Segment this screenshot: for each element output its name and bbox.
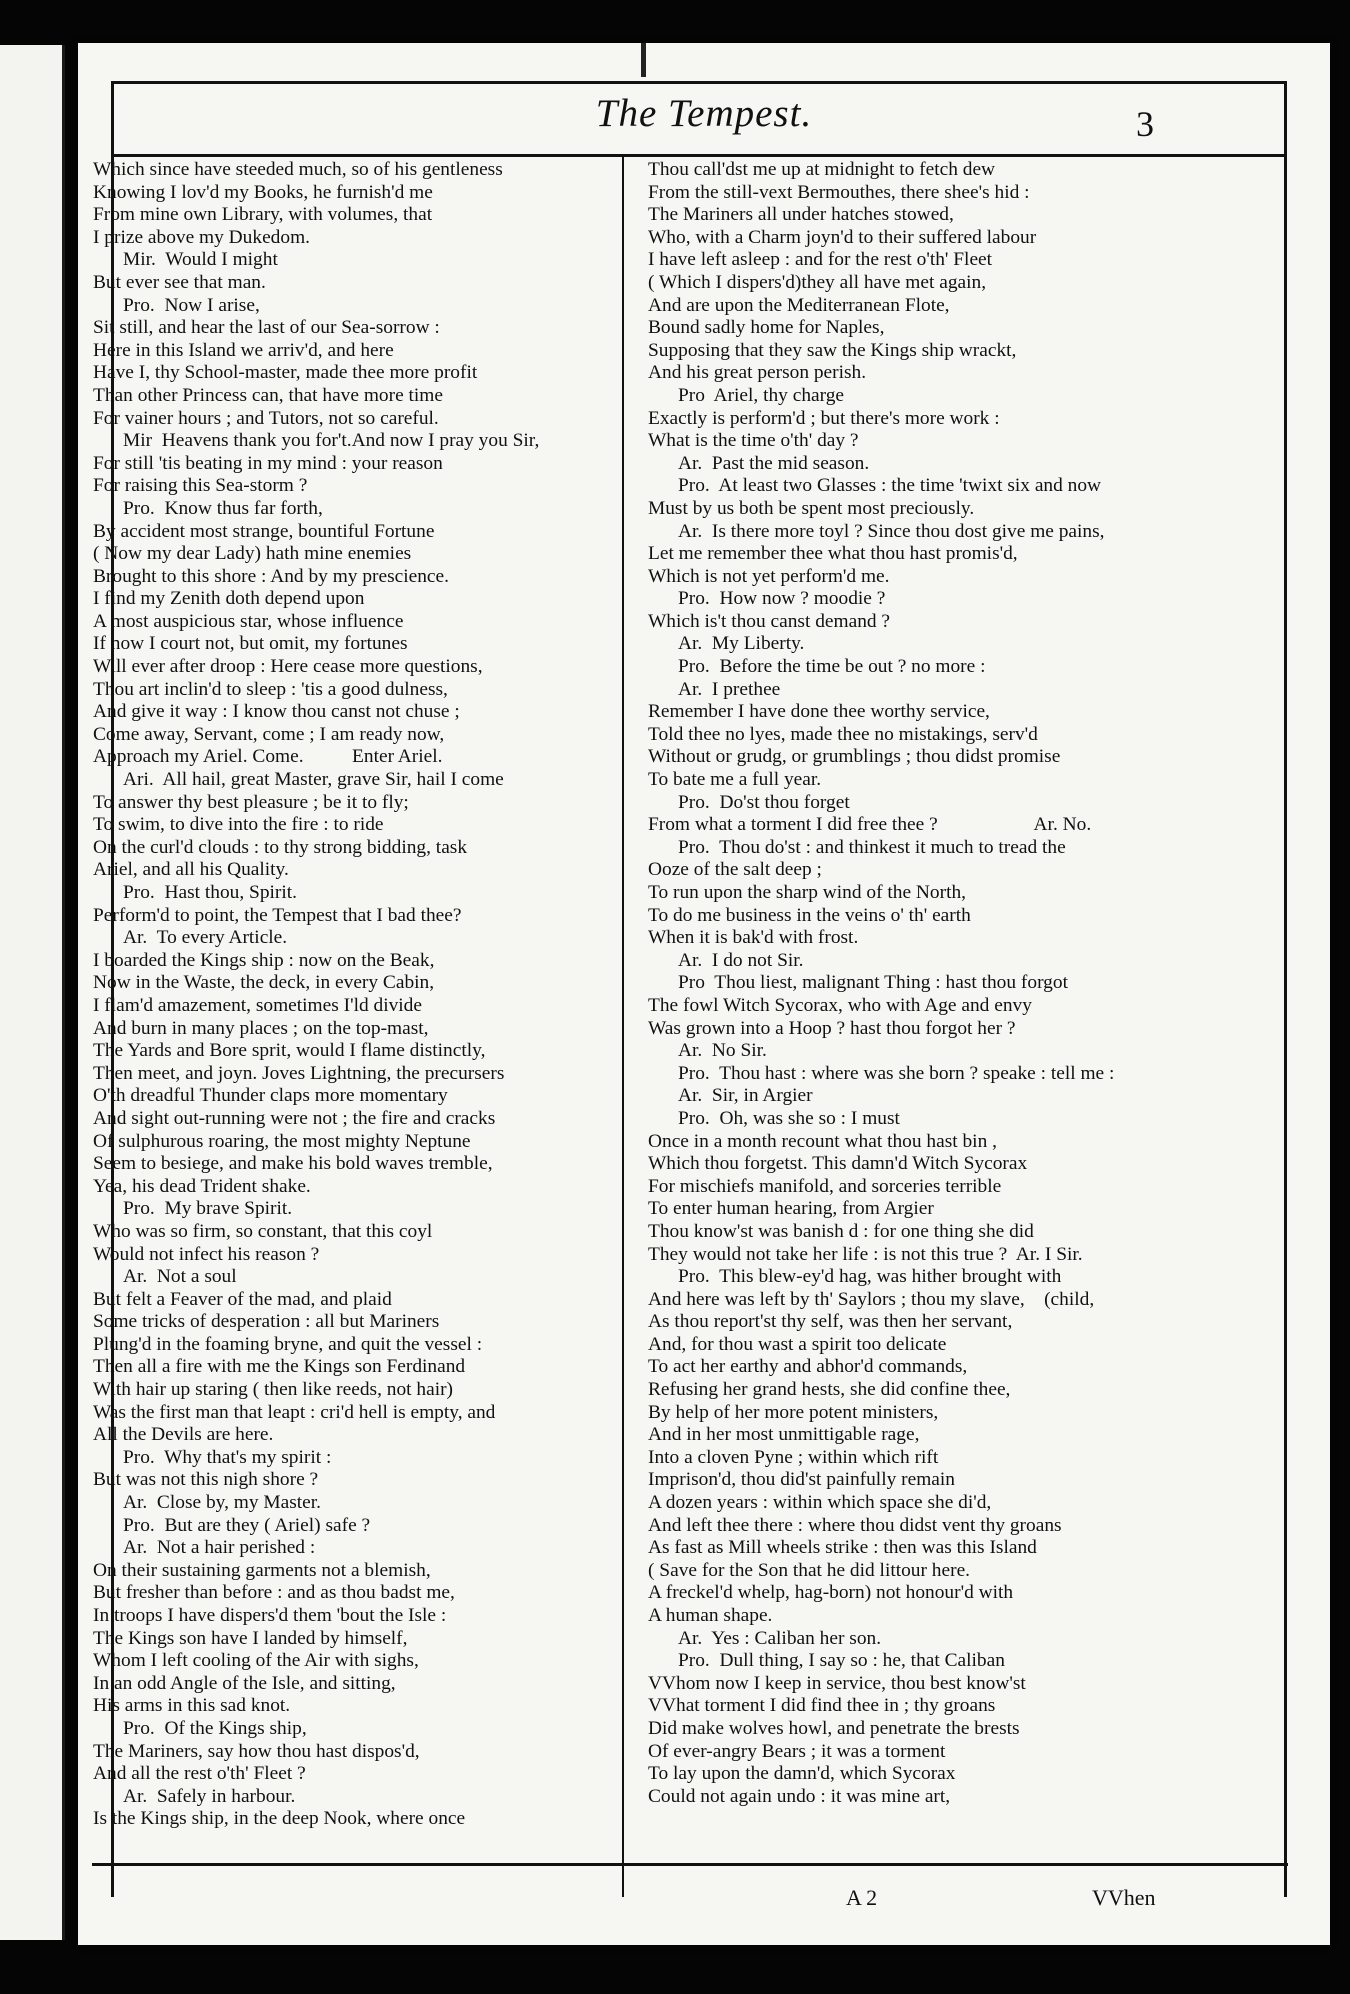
text-line: Supposing that they saw the Kings ship wrackt, xyxy=(648,339,1017,361)
text-line: They would not take her life : is not this true ? Ar. I Sir. xyxy=(648,1243,1083,1265)
text-line: Then all a fire with me the Kings son Ferdinand xyxy=(93,1356,466,1378)
text-line: His arms in this sad knot. xyxy=(93,1695,291,1717)
text-line: To lay upon the damn'd, which Sycorax xyxy=(648,1763,956,1785)
text-line: Ariel, and all his Quality. xyxy=(93,859,289,881)
text-line: A dozen years : within which space she di'd, xyxy=(648,1492,992,1514)
text-line: Ar. My Liberty. xyxy=(678,633,805,655)
text-line: Pro. Know thus far forth, xyxy=(123,497,323,519)
header-rule xyxy=(111,154,1287,157)
text-line: Of ever-angry Bears ; it was a torment xyxy=(648,1740,946,1762)
right-column xyxy=(648,159,1278,1808)
text-line: Mir. Would I might xyxy=(123,249,278,271)
text-line: Which is't thou canst demand ? xyxy=(648,610,891,632)
signature-mark: A 2 xyxy=(846,1885,878,1910)
text-line: Come away, Servant, come ; I am ready now, xyxy=(93,723,445,745)
text-line: Mir Heavens thank you for't.And now I pray you Sir, xyxy=(123,430,540,452)
text-line: In troops I have dispers'd them 'bout the Isle : xyxy=(93,1605,447,1626)
text-line: And sight out-running were not ; the fire and cracks xyxy=(93,1107,496,1129)
text-line: Ar. I do not Sir. xyxy=(678,949,804,971)
text-line: Ar. Is there more toyl ? Since thou dost give me pains, xyxy=(678,520,1105,542)
book-page xyxy=(78,43,1330,1945)
text-line: I flam'd amazement, sometimes I'ld divide xyxy=(93,994,422,1016)
text-line: Yea, his dead Trident shake. xyxy=(93,1175,311,1197)
text-line: Remember I have done thee worthy service, xyxy=(648,701,990,723)
text-line: But was not this nigh shore ? xyxy=(93,1469,319,1491)
text-line: To bate me a full year. xyxy=(648,769,822,791)
text-line: All the Devils are here. xyxy=(93,1424,274,1446)
text-line: A most auspicious star, whose influence xyxy=(93,610,404,632)
text-line: Is the Kings ship, in the deep Nook, where once xyxy=(93,1808,466,1830)
text-line: Must by us both be spent most preciously. xyxy=(648,497,975,519)
text-line: Ar. Sir, in Argier xyxy=(678,1085,813,1107)
text-line: Will ever after droop : Here cease more questions, xyxy=(93,656,483,678)
text-line: Ari. All hail, great Master, grave Sir, hail I come xyxy=(123,769,504,791)
text-line: Pro. My brave Spirit. xyxy=(123,1198,293,1220)
text-line: To run upon the sharp wind of the North, xyxy=(648,882,966,903)
text-line: When it is bak'd with frost. xyxy=(648,927,859,949)
text-line: Refusing her grand hests, she did confine thee, xyxy=(648,1379,1011,1401)
text-line: To act her earthy and abhor'd commands, xyxy=(648,1356,968,1378)
text-line: ( Which I dispers'd)they all have met again, xyxy=(648,271,987,293)
left-column xyxy=(93,159,613,1831)
text-line: Was grown into a Hoop ? hast thou forgot her ? xyxy=(648,1017,1016,1039)
text-line: The Mariners, say how thou hast dispos'd, xyxy=(93,1740,420,1762)
text-line: If now I court not, but omit, my fortunes xyxy=(93,633,408,655)
text-line: Without or grudg, or grumblings ; thou didst promise xyxy=(648,746,1061,768)
text-line: Ar. No Sir. xyxy=(678,1040,767,1062)
text-line: Was the first man that leapt : cri'd hell is empty, and xyxy=(93,1401,496,1423)
catchword: VVhen xyxy=(1092,1885,1156,1910)
text-line: Pro. Do'st thou forget xyxy=(678,791,850,813)
text-line: Thou call'dst me up at midnight to fetch dew xyxy=(648,159,996,180)
text-line: Ar. Safely in harbour. xyxy=(123,1785,296,1807)
text-line: As thou report'st thy self, was then her servant, xyxy=(648,1311,1013,1333)
text-line: Who, with a Charm joyn'd to their suffered labour xyxy=(648,226,1037,248)
text-line: And burn in many places ; on the top-mast, xyxy=(93,1017,429,1039)
text-line: Pro. This blew-ey'd hag, was hither brought with xyxy=(678,1266,1062,1288)
text-line: Approach my Ariel. Come. Enter Ariel. xyxy=(93,746,443,768)
text-line: And in her most unmittigable rage, xyxy=(648,1424,920,1446)
text-line: Sit still, and hear the last of our Sea-sorrow : xyxy=(93,317,440,339)
text-line: Ar. Close by, my Master. xyxy=(123,1492,322,1514)
text-line: Ar. I prethee xyxy=(678,678,781,700)
text-line: ( Now my dear Lady) hath mine enemies xyxy=(93,543,412,565)
text-line: The Yards and Bore sprit, would I flame distinctly, xyxy=(93,1040,486,1062)
text-line: Would not infect his reason ? xyxy=(93,1243,320,1265)
text-line: Ar. To every Article. xyxy=(123,927,288,949)
text-line: The fowl Witch Sycorax, who with Age and envy xyxy=(648,994,1032,1016)
text-line: Pro. Thou hast : where was she born ? speake : tell me : xyxy=(678,1062,1115,1084)
text-line: I find my Zenith doth depend upon xyxy=(93,588,365,610)
text-line: And here was left by th' Saylors ; thou my slave, (child, xyxy=(648,1288,1095,1310)
text-line: For raising this Sea-storm ? xyxy=(93,475,308,497)
text-line: Pro. Now I arise, xyxy=(123,294,260,316)
text-line: Pro. Hast thou, Spirit. xyxy=(123,882,297,903)
text-line: I have left asleep : and for the rest o'th' Fleet xyxy=(648,249,993,271)
text-line: Bound sadly home for Naples, xyxy=(648,317,885,339)
text-line: Ar. Not a soul xyxy=(123,1266,237,1288)
text-line: Which since have steeded much, so of his gentleness xyxy=(93,159,503,180)
text-line: Pro. Of the Kings ship, xyxy=(123,1717,307,1739)
text-line: What is the time o'th' day ? xyxy=(648,430,859,452)
text-line: Knowing I lov'd my Books, he furnish'd me xyxy=(93,181,433,203)
text-line: And are upon the Mediterranean Flote, xyxy=(648,294,950,316)
text-line: Which thou forgetst. This damn'd Witch Sycorax xyxy=(648,1153,1028,1175)
text-line: To enter human hearing, from Argier xyxy=(648,1198,934,1220)
text-line: Ar. Yes : Caliban her son. xyxy=(678,1627,882,1649)
text-line: Thou know'st was banish d : for one thing she did xyxy=(648,1220,1034,1242)
text-line: But ever see that man. xyxy=(93,271,266,293)
text-line: Pro Thou liest, malignant Thing : hast thou forgot xyxy=(678,972,1068,994)
text-line: Pro. Thou do'st : and thinkest it much to tread the xyxy=(678,836,1066,858)
text-line: To do me business in the veins o' th' earth xyxy=(648,904,971,926)
text-line: The Kings son have I landed by himself, xyxy=(93,1627,408,1649)
text-line: O'th dreadful Thunder claps more momentary xyxy=(93,1085,448,1107)
text-line: Ar. Not a hair perished : xyxy=(123,1537,316,1559)
text-line: And left thee there : where thou didst vent thy groans xyxy=(648,1514,1062,1536)
text-line: On the curl'd clouds : to thy strong bidding, task xyxy=(93,836,468,858)
text-line: Told thee no lyes, made thee no mistakings, serv'd xyxy=(648,723,1038,745)
text-line: Some tricks of desperation : all but Mariners xyxy=(93,1311,440,1333)
text-line: But felt a Feaver of the mad, and plaid xyxy=(93,1288,392,1310)
text-line: Whom I left cooling of the Air with sighs, xyxy=(93,1650,419,1672)
text-line: Then meet, and joyn. Joves Lightning, the precursers xyxy=(93,1062,505,1084)
text-line: But fresher than before : and as thou badst me, xyxy=(93,1582,455,1604)
text-line: I prize above my Dukedom. xyxy=(93,226,310,248)
text-line: By accident most strange, bountiful Fortune xyxy=(93,520,435,542)
text-line: Ar. Past the mid season. xyxy=(678,452,870,474)
text-line: Pro. Why that's my spirit : xyxy=(123,1446,332,1468)
text-line: Ooze of the salt deep ; xyxy=(648,859,822,881)
text-line: The Mariners all under hatches stowed, xyxy=(648,204,954,226)
text-line: Pro Ariel, thy charge xyxy=(678,384,845,406)
text-line: Perform'd to point, the Tempest that I bad thee? xyxy=(93,904,462,926)
text-line: Pro. Oh, was she so : I must xyxy=(678,1107,900,1129)
text-line: To answer thy best pleasure ; be it to fly; xyxy=(93,791,409,813)
text-line: Into a cloven Pyne ; within which rift xyxy=(648,1446,939,1468)
text-line: Have I, thy School-master, made thee more profit xyxy=(93,362,478,384)
binding-mark xyxy=(641,43,646,77)
text-line: VVhom now I keep in service, thou best know'st xyxy=(648,1672,1026,1694)
text-line: Exactly is perform'd ; but there's more work : xyxy=(648,407,1000,429)
adjacent-page-edge xyxy=(0,45,65,1940)
text-line: Here in this Island we arriv'd, and here xyxy=(93,339,394,361)
text-line: ( Save for the Son that he did littour here. xyxy=(648,1559,971,1581)
text-line: Imprison'd, thou did'st painfully remain xyxy=(648,1469,955,1491)
text-line: VVhat torment I did find thee in ; thy groans xyxy=(648,1695,996,1717)
text-line: From the still-vext Bermouthes, there shee's hid : xyxy=(648,181,1030,203)
text-line: For vainer hours ; and Tutors, not so careful. xyxy=(93,407,439,429)
text-line: And all the rest o'th' Fleet ? xyxy=(93,1763,306,1785)
column-divider xyxy=(622,157,624,1897)
text-line: A freckel'd whelp, hag-born) not honour'd with xyxy=(648,1582,1014,1604)
text-line: And his great person perish. xyxy=(648,362,867,384)
text-line: With hair up staring ( then like reeds, not hair) xyxy=(93,1379,453,1401)
text-line: Pro. How now ? moodie ? xyxy=(678,588,886,610)
text-line: Plung'd in the foaming bryne, and quit the vessel : xyxy=(93,1333,483,1355)
text-line: I boarded the Kings ship : now on the Beak, xyxy=(93,949,435,971)
text-line: And give it way : I know thou canst not chuse ; xyxy=(93,701,460,723)
running-title: The Tempest. xyxy=(595,92,813,135)
text-line: Pro. But are they ( Ariel) safe ? xyxy=(123,1514,371,1536)
text-line: Did make wolves howl, and penetrate the brests xyxy=(648,1717,1020,1739)
text-line: And, for thou wast a spirit too delicate xyxy=(648,1333,947,1355)
text-line: A human shape. xyxy=(648,1605,773,1626)
text-line: To swim, to dive into the fire : to ride xyxy=(93,814,384,836)
text-line: On their sustaining garments not a blemish, xyxy=(93,1559,431,1581)
text-line: From mine own Library, with volumes, that xyxy=(93,204,433,226)
text-line: Pro. Dull thing, I say so : he, that Caliban xyxy=(678,1650,1005,1672)
text-line: Which is not yet perform'd me. xyxy=(648,565,890,587)
text-line: Once in a month recount what thou hast bin , xyxy=(648,1130,997,1152)
text-line: For still 'tis beating in my mind : your reason xyxy=(93,452,443,474)
text-line: Pro. Before the time be out ? no more : xyxy=(678,656,986,678)
text-line: For mischiefs manifold, and sorceries terrible xyxy=(648,1175,1002,1197)
page-number: 3 xyxy=(1136,104,1154,144)
text-line: Brought to this shore : And by my prescience. xyxy=(93,565,449,587)
text-line: Thou art inclin'd to sleep : 'tis a good dulness, xyxy=(93,678,448,700)
text-line: Than other Princess can, that have more time xyxy=(93,384,443,406)
text-line: Pro. At least two Glasses : the time 'twixt six and now xyxy=(678,475,1102,497)
footer-rule xyxy=(92,1863,1288,1866)
text-line: As fast as Mill wheels strike : then was this Island xyxy=(648,1537,1037,1559)
text-line: In an odd Angle of the Isle, and sitting, xyxy=(93,1672,396,1694)
text-line: From what a torment I did free thee ? Ar. No. xyxy=(648,814,1092,836)
text-line: Who was so firm, so constant, that this coyl xyxy=(93,1220,433,1242)
text-line: By help of her more potent ministers, xyxy=(648,1401,939,1423)
text-line: Now in the Waste, the deck, in every Cabin, xyxy=(93,972,435,994)
text-line: Let me remember thee what thou hast promis'd, xyxy=(648,543,1018,565)
text-line: Of sulphurous roaring, the most mighty Neptune xyxy=(93,1130,471,1152)
text-line: Seem to besiege, and make his bold waves tremble, xyxy=(93,1153,493,1175)
text-line: Could not again undo : it was mine art, xyxy=(648,1785,951,1807)
